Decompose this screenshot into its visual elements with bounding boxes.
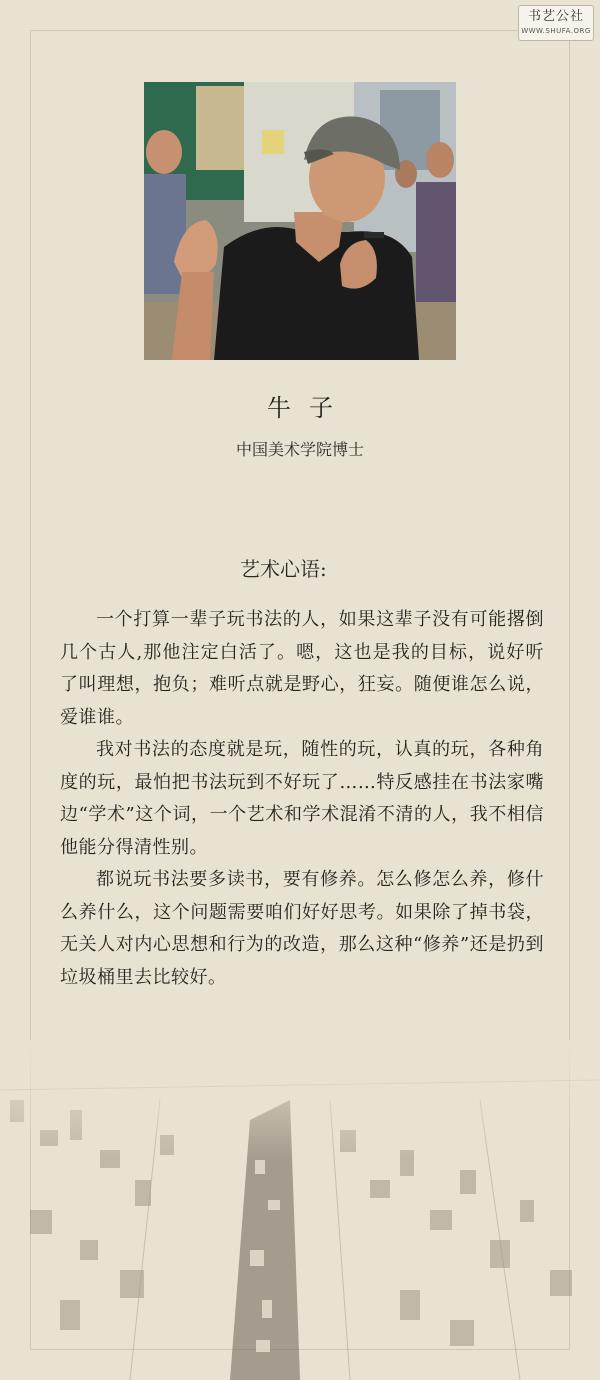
- site-logo[interactable]: [518, 5, 594, 41]
- logo-url: WWW.SHUFA.ORG: [521, 27, 591, 35]
- statement-body: [60, 604, 544, 994]
- statement-paragraph: 我对书法的态度就是玩，随性的玩，认真的玩，各种角度的玩，最怕把书法玩到不好玩了……特反感挂在书法家嘴边“学术”这个词，一个艺术和学术混淆不清的人，我不相信他能分得清性别。: [60, 739, 544, 858]
- artist-title: 中国美术学院博士: [235, 440, 364, 459]
- statement-paragraph: 都说玩书法要多读书，要有修养。怎么修怎么养，修什么养什么，这个问题需要咱们好好思考。如果除了掉书袋，无关人对内心思想和行为的改造，那么这种“修养”还是扔到垃圾桶里去比较好。: [60, 869, 544, 988]
- statement-paragraph: 一个打算一辈子玩书法的人，如果这辈子没有可能撂倒几个古人,那他注定白活了。嗯，这也是我的目标，说好听了叫理想，抱负；难听点就是野心，狂妄。随便谁怎么说，爱谁谁。: [60, 609, 544, 728]
- artist-name: 牛子: [267, 394, 351, 422]
- statement-heading: 艺术心语:: [240, 557, 327, 581]
- artist-portrait-photo: [144, 82, 456, 360]
- logo-title: 书艺公社: [527, 9, 584, 24]
